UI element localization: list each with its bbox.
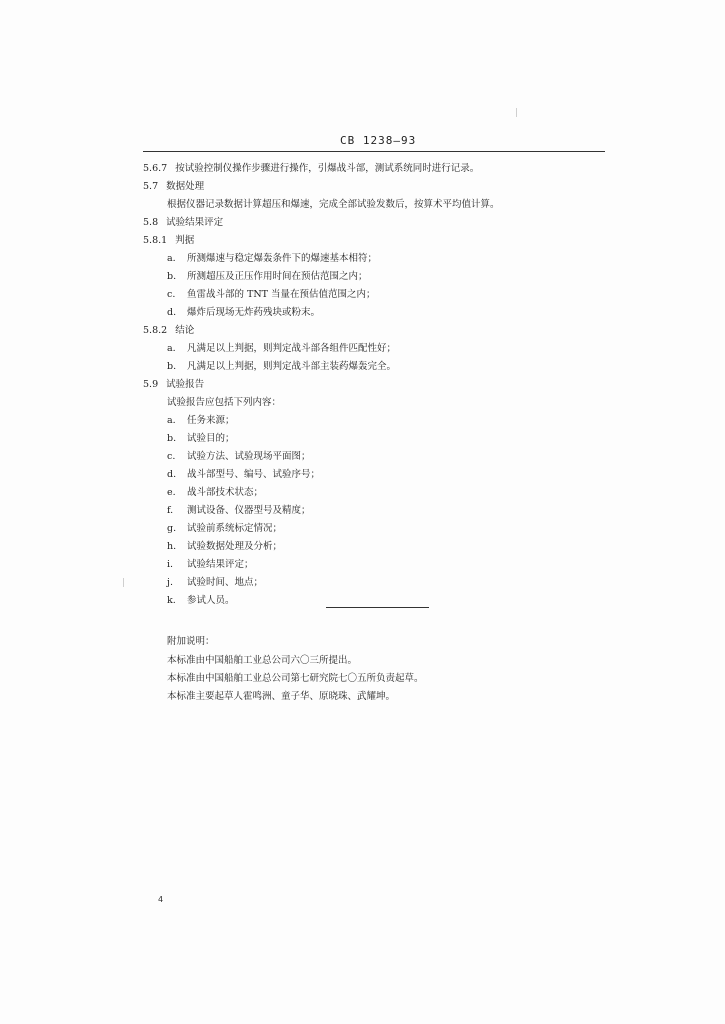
section-title: 数据处理 bbox=[166, 181, 205, 192]
list-text: 战斗部技术状态； bbox=[187, 487, 264, 498]
section-title: 试验报告 bbox=[166, 379, 205, 390]
standard-code: CB 1238—93 bbox=[340, 134, 417, 147]
notes-line: 本标准由中国船舶工业总公司第七研究院七〇五所负责起草。 bbox=[167, 673, 424, 684]
list-marker: e. bbox=[167, 487, 176, 498]
list-text: 试验方法、试验现场平面图； bbox=[187, 451, 311, 462]
list-item bbox=[167, 523, 282, 535]
list-item bbox=[167, 595, 235, 607]
list-marker: a. bbox=[167, 415, 176, 426]
list-text: 试验目的； bbox=[187, 433, 235, 444]
list-item bbox=[167, 577, 263, 589]
scan-speck bbox=[516, 108, 517, 117]
notes-line: 本标准由中国船舶工业总公司六〇三所提出。 bbox=[167, 655, 358, 666]
list-marker: d. bbox=[167, 307, 177, 318]
list-marker: i. bbox=[167, 559, 174, 570]
list-item bbox=[167, 451, 311, 463]
section-5-7-heading bbox=[143, 181, 204, 193]
list-item bbox=[167, 487, 263, 499]
list-text: 任务来源； bbox=[187, 415, 235, 426]
list-marker: g. bbox=[167, 523, 177, 534]
list-text: 试验结果评定； bbox=[187, 559, 254, 570]
page-number: 4 bbox=[158, 895, 164, 904]
list-marker: c. bbox=[167, 289, 176, 300]
section-number: 5.8.2 bbox=[143, 325, 168, 336]
list-marker: k. bbox=[167, 595, 176, 606]
section-number: 5.7 bbox=[143, 181, 159, 192]
separator-rule bbox=[326, 607, 429, 608]
list-marker: j. bbox=[167, 577, 173, 588]
list-item bbox=[167, 343, 396, 355]
list-text: 试验数据处理及分析； bbox=[187, 541, 283, 552]
section-5-7-text: 根据仪器记录数据计算超压和爆速，完成全部试验发数后，按算术平均值计算。 bbox=[167, 199, 500, 210]
list-text: 战斗部型号、编号、试验序号； bbox=[187, 469, 321, 480]
section-5-9-heading bbox=[143, 379, 204, 391]
list-item bbox=[167, 361, 396, 373]
section-title: 结论 bbox=[175, 325, 195, 336]
list-text: 鱼雷战斗部的 TNT 当量在预估值范围之内； bbox=[187, 289, 376, 300]
list-text: 试验时间、地点； bbox=[187, 577, 264, 588]
list-item bbox=[167, 505, 311, 517]
clause-text: 按试验控制仪操作步骤进行操作，引爆战斗部，测试系统同时进行记录。 bbox=[175, 163, 480, 174]
list-text: 凡满足以上判据，则判定战斗部主装药爆轰完全。 bbox=[187, 361, 397, 372]
list-item bbox=[167, 433, 235, 445]
section-5-8-1-heading bbox=[143, 235, 194, 247]
list-text: 爆炸后现场无炸药残块或粉末。 bbox=[187, 307, 321, 318]
list-marker: b. bbox=[167, 271, 177, 282]
list-marker: b. bbox=[167, 433, 177, 444]
list-item bbox=[167, 415, 235, 427]
list-marker: h. bbox=[167, 541, 177, 552]
list-item bbox=[167, 541, 282, 553]
section-number: 5.8.1 bbox=[143, 235, 168, 246]
list-marker: f. bbox=[167, 505, 174, 516]
section-number: 5.8 bbox=[143, 217, 159, 228]
list-text: 测试设备、仪器型号及精度； bbox=[187, 505, 311, 516]
list-item bbox=[167, 469, 320, 481]
list-item bbox=[167, 253, 377, 265]
list-item bbox=[167, 559, 254, 571]
header-rule bbox=[143, 151, 605, 152]
section-title: 判据 bbox=[175, 235, 195, 246]
section-title: 试验结果评定 bbox=[166, 217, 224, 228]
notes-line: 本标准主要起草人霍鸣洲、童子华、原晓珠、武耀坤。 bbox=[167, 691, 396, 702]
list-marker: d. bbox=[167, 469, 177, 480]
list-text: 所测超压及正压作用时间在预估范围之内； bbox=[187, 271, 368, 282]
clause-number: 5.6.7 bbox=[143, 163, 168, 174]
list-item bbox=[167, 271, 368, 283]
list-marker: c. bbox=[167, 451, 176, 462]
section-5-8-2-heading bbox=[143, 325, 194, 337]
section-number: 5.9 bbox=[143, 379, 159, 390]
list-marker: a. bbox=[167, 343, 176, 354]
list-text: 凡满足以上判据，则判定战斗部各组件匹配性好； bbox=[187, 343, 397, 354]
list-marker: a. bbox=[167, 253, 176, 264]
list-item bbox=[167, 307, 320, 319]
clause-5-6-7 bbox=[143, 163, 479, 175]
section-5-9-intro: 试验报告应包括下列内容： bbox=[167, 397, 282, 408]
notes-title: 附加说明： bbox=[167, 636, 215, 647]
list-marker: b. bbox=[167, 361, 177, 372]
list-text: 试验前系统标定情况； bbox=[187, 523, 283, 534]
list-item bbox=[167, 289, 376, 301]
list-text: 参试人员。 bbox=[187, 595, 235, 606]
list-text: 所测爆速与稳定爆轰条件下的爆速基本相符； bbox=[187, 253, 378, 264]
scan-speck bbox=[123, 578, 124, 587]
section-5-8-heading bbox=[143, 217, 223, 229]
